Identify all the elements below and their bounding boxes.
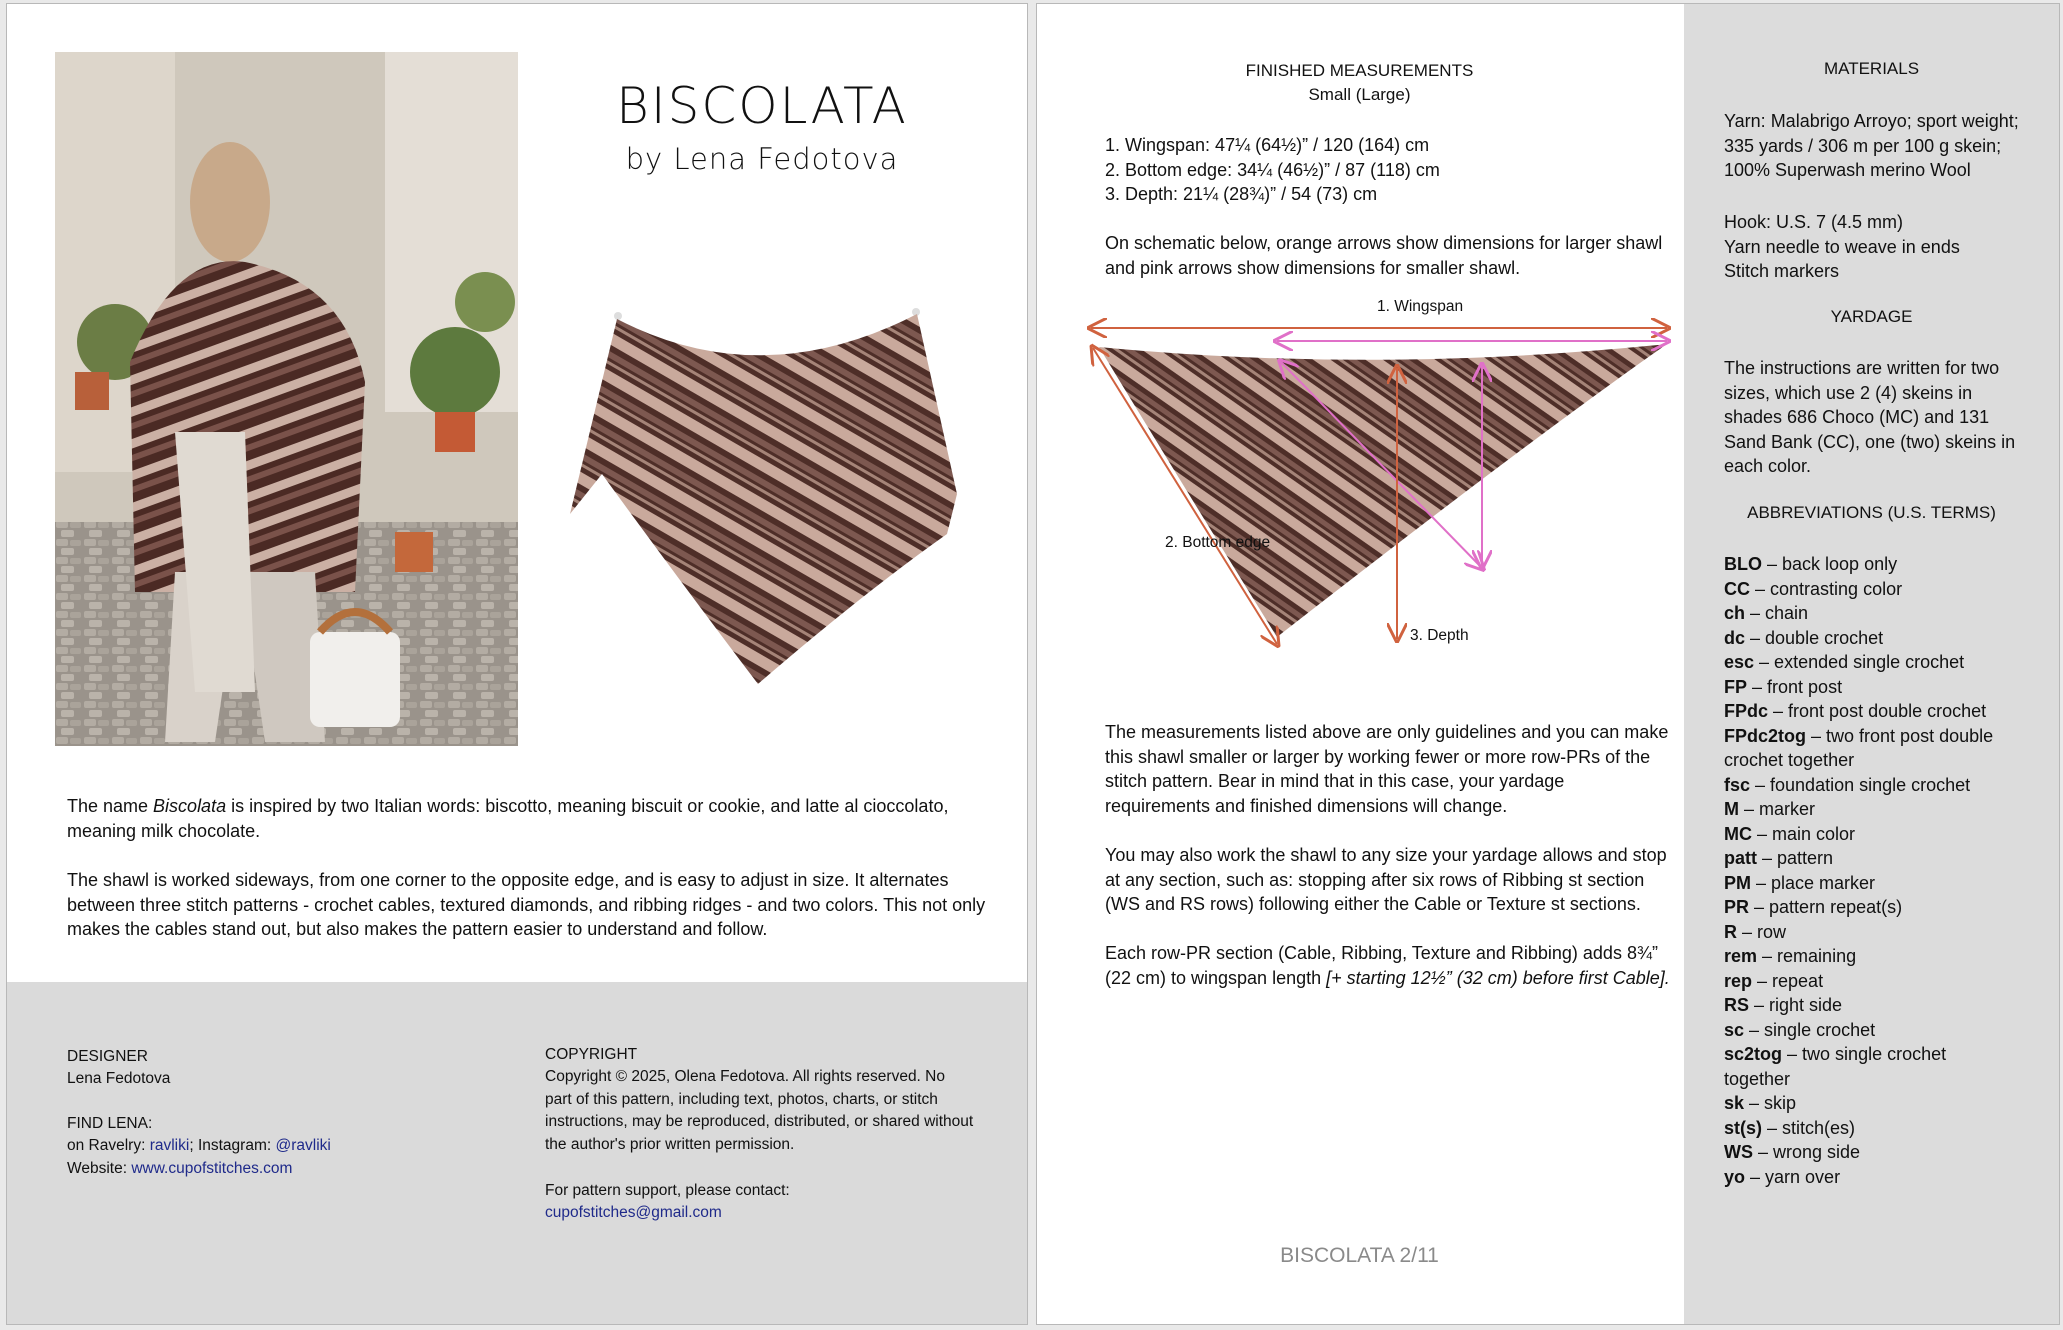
social-line: on Ravelry: ravliki; Instagram: @ravliki xyxy=(67,1137,331,1154)
sizes-label: Small (Large) xyxy=(1308,85,1411,104)
shawl-flat-photo xyxy=(562,304,967,689)
website-line: Website: www.cupofstitches.com xyxy=(67,1160,293,1177)
measurement-depth: 3. Depth: 21¼ (28¾)” / 54 (73) cm xyxy=(1105,184,1378,204)
abbreviation-item: M – marker xyxy=(1724,799,1816,819)
designer-name: Lena Fedotova xyxy=(67,1070,171,1087)
materials-markers: Stitch markers xyxy=(1724,261,1840,281)
support-text: For pattern support, please contact: xyxy=(545,1182,790,1199)
shawl-schematic xyxy=(1077,292,1687,652)
row-pr-paragraph: Each row-PR section (Cable, Ribbing, Texture and Ribbing) adds 8¾” (22 cm) to wingspan length [+ starting 12½” (32 cm) before first Cable]. xyxy=(1105,943,1670,988)
abbreviation-item: BLO – back loop only xyxy=(1724,554,1898,574)
measurement-bottom-edge: 2. Bottom edge: 34¼ (46½)” / 87 (118) cm xyxy=(1105,160,1440,180)
credits-panel xyxy=(7,982,1027,1324)
pattern-name-emphasis: Biscolata xyxy=(153,796,227,816)
yardage-text: The instructions are written for two sizes, which use 2 (4) skeins in shades 686 Choco (MC) and 131 Sand Bank (CC), one (two) skeins in each color. xyxy=(1724,358,2016,476)
abbreviations-list xyxy=(1724,552,2004,1189)
abbreviations-heading: ABBREVIATIONS (U.S. TERMS) xyxy=(1747,503,1996,522)
page-footer: BISCOLATA 2/11 xyxy=(1280,1244,1439,1267)
schematic-depth-label: 3. Depth xyxy=(1410,627,1469,644)
find-label: FIND LENA: xyxy=(67,1115,153,1132)
abbreviation-item: WS – wrong side xyxy=(1724,1142,1861,1162)
materials-heading: MATERIALS xyxy=(1823,59,1920,78)
intro-paragraph-1: The name Biscolata is inspired by two Italian words: biscotto, meaning biscuit or cookie, and latte al cioccolato, meaning milk chocolate. xyxy=(67,796,949,841)
abbreviation-item: rep – repeat xyxy=(1724,970,1824,991)
instagram-link[interactable]: @ravliki xyxy=(275,1137,331,1154)
website-link[interactable]: www.cupofstitches.com xyxy=(131,1160,293,1177)
abbreviation-item: rem – remaining xyxy=(1724,946,1857,966)
pattern-page-1 xyxy=(6,3,1028,1325)
materials-sidebar xyxy=(1684,4,2059,1324)
abbreviation-item: PM – place marker xyxy=(1724,872,1876,893)
abbreviation-item: RS – right side xyxy=(1724,995,1843,1015)
abbreviation-item: ch – chain xyxy=(1724,603,1809,623)
copyright-text: Copyright © 2025, Olena Fedotova. All rights reserved. No part of this pattern, including text, photos, charts, or stitch instructions, may be reproduced, distributed, or shared without the author's prior written permission. xyxy=(545,1068,974,1153)
schematic-wingspan-label: 1. Wingspan xyxy=(1377,298,1464,315)
abbreviation-item: fsc – foundation single crochet xyxy=(1724,774,1971,795)
abbreviation-item: dc – double crochet xyxy=(1724,627,1884,648)
measurement-wingspan: 1. Wingspan: 47¼ (64½)” / 120 (164) cm xyxy=(1105,135,1430,155)
designer-label: DESIGNER xyxy=(67,1048,148,1065)
yardage-heading: YARDAGE xyxy=(1830,307,1913,326)
intro-paragraph-2: The shawl is worked sideways, from one corner to the opposite edge, and is easy to adjust in size. It alternates between three stitch patterns - crochet cables, textured diamonds, and ribbing ridges - and two colors. This not only makes the cables stand out, but also makes the pattern easier to understand and follow. xyxy=(67,870,986,939)
abbreviation-item: st(s) – stitch(es) xyxy=(1724,1117,1856,1138)
abbreviation-item: CC – contrasting color xyxy=(1724,578,1903,599)
designer-byline: by Lena Fedotova xyxy=(625,142,899,176)
model-wearing-shawl-photo xyxy=(55,52,518,746)
abbreviation-item: FPdc2tog – two front post double crochet together xyxy=(1724,725,1994,770)
abbreviation-item: yo – yarn over xyxy=(1724,1166,1841,1187)
ravelry-link[interactable]: ravliki xyxy=(149,1137,190,1154)
materials-yarn: Yarn: Malabrigo Arroyo; sport weight; 335 yards / 306 m per 100 g skein; 100% Superwash merino Wool xyxy=(1724,111,2019,180)
size-adjust-paragraph: You may also work the shawl to any size your yardage allows and stop at any section, such as: stopping after six rows of Ribbing st section (WS and RS rows) following either the Cable or Texture st sections. xyxy=(1105,845,1667,914)
abbreviation-item: esc – extended single crochet xyxy=(1724,652,1965,672)
pattern-title: BISCOLATA xyxy=(616,77,908,135)
abbreviation-item: patt – pattern xyxy=(1724,848,1834,868)
abbreviation-item: sk – skip xyxy=(1724,1093,1797,1113)
guidelines-paragraph: The measurements listed above are only guidelines and you can make this shawl smaller or larger by working fewer or more row-PRs of the stitch pattern. Bear in mind that in this case, your yardage requirements and finished dimensions will change. xyxy=(1105,722,1669,816)
materials-needle: Yarn needle to weave in ends xyxy=(1724,237,1960,257)
abbreviation-item: FP – front post xyxy=(1724,676,1843,697)
schematic-bottom-edge-label: 2. Bottom edge xyxy=(1165,534,1271,551)
copyright-label: COPYRIGHT xyxy=(545,1046,638,1063)
abbreviation-item: sc2tog – two single crochet together xyxy=(1724,1044,1947,1089)
row-pr-note: [+ starting 12½” (32 cm) before first Cable]. xyxy=(1326,967,1670,988)
abbreviation-item: sc – single crochet xyxy=(1724,1019,1876,1040)
support-email-link[interactable]: cupofstitches@gmail.com xyxy=(545,1204,722,1221)
abbreviation-item: PR – pattern repeat(s) xyxy=(1724,897,1903,917)
abbreviation-item: R – row xyxy=(1724,921,1787,942)
measurements-heading: FINISHED MEASUREMENTS xyxy=(1245,61,1474,80)
schematic-note: On schematic below, orange arrows show dimensions for larger shawl and pink arrows show dimensions for smaller shawl. xyxy=(1105,233,1663,278)
materials-hook: Hook: U.S. 7 (4.5 mm) xyxy=(1724,212,1904,232)
abbreviation-item: FPdc – front post double crochet xyxy=(1724,701,1987,721)
pattern-page-2 xyxy=(1036,3,2060,1325)
abbreviation-item: MC – main color xyxy=(1724,823,1856,844)
